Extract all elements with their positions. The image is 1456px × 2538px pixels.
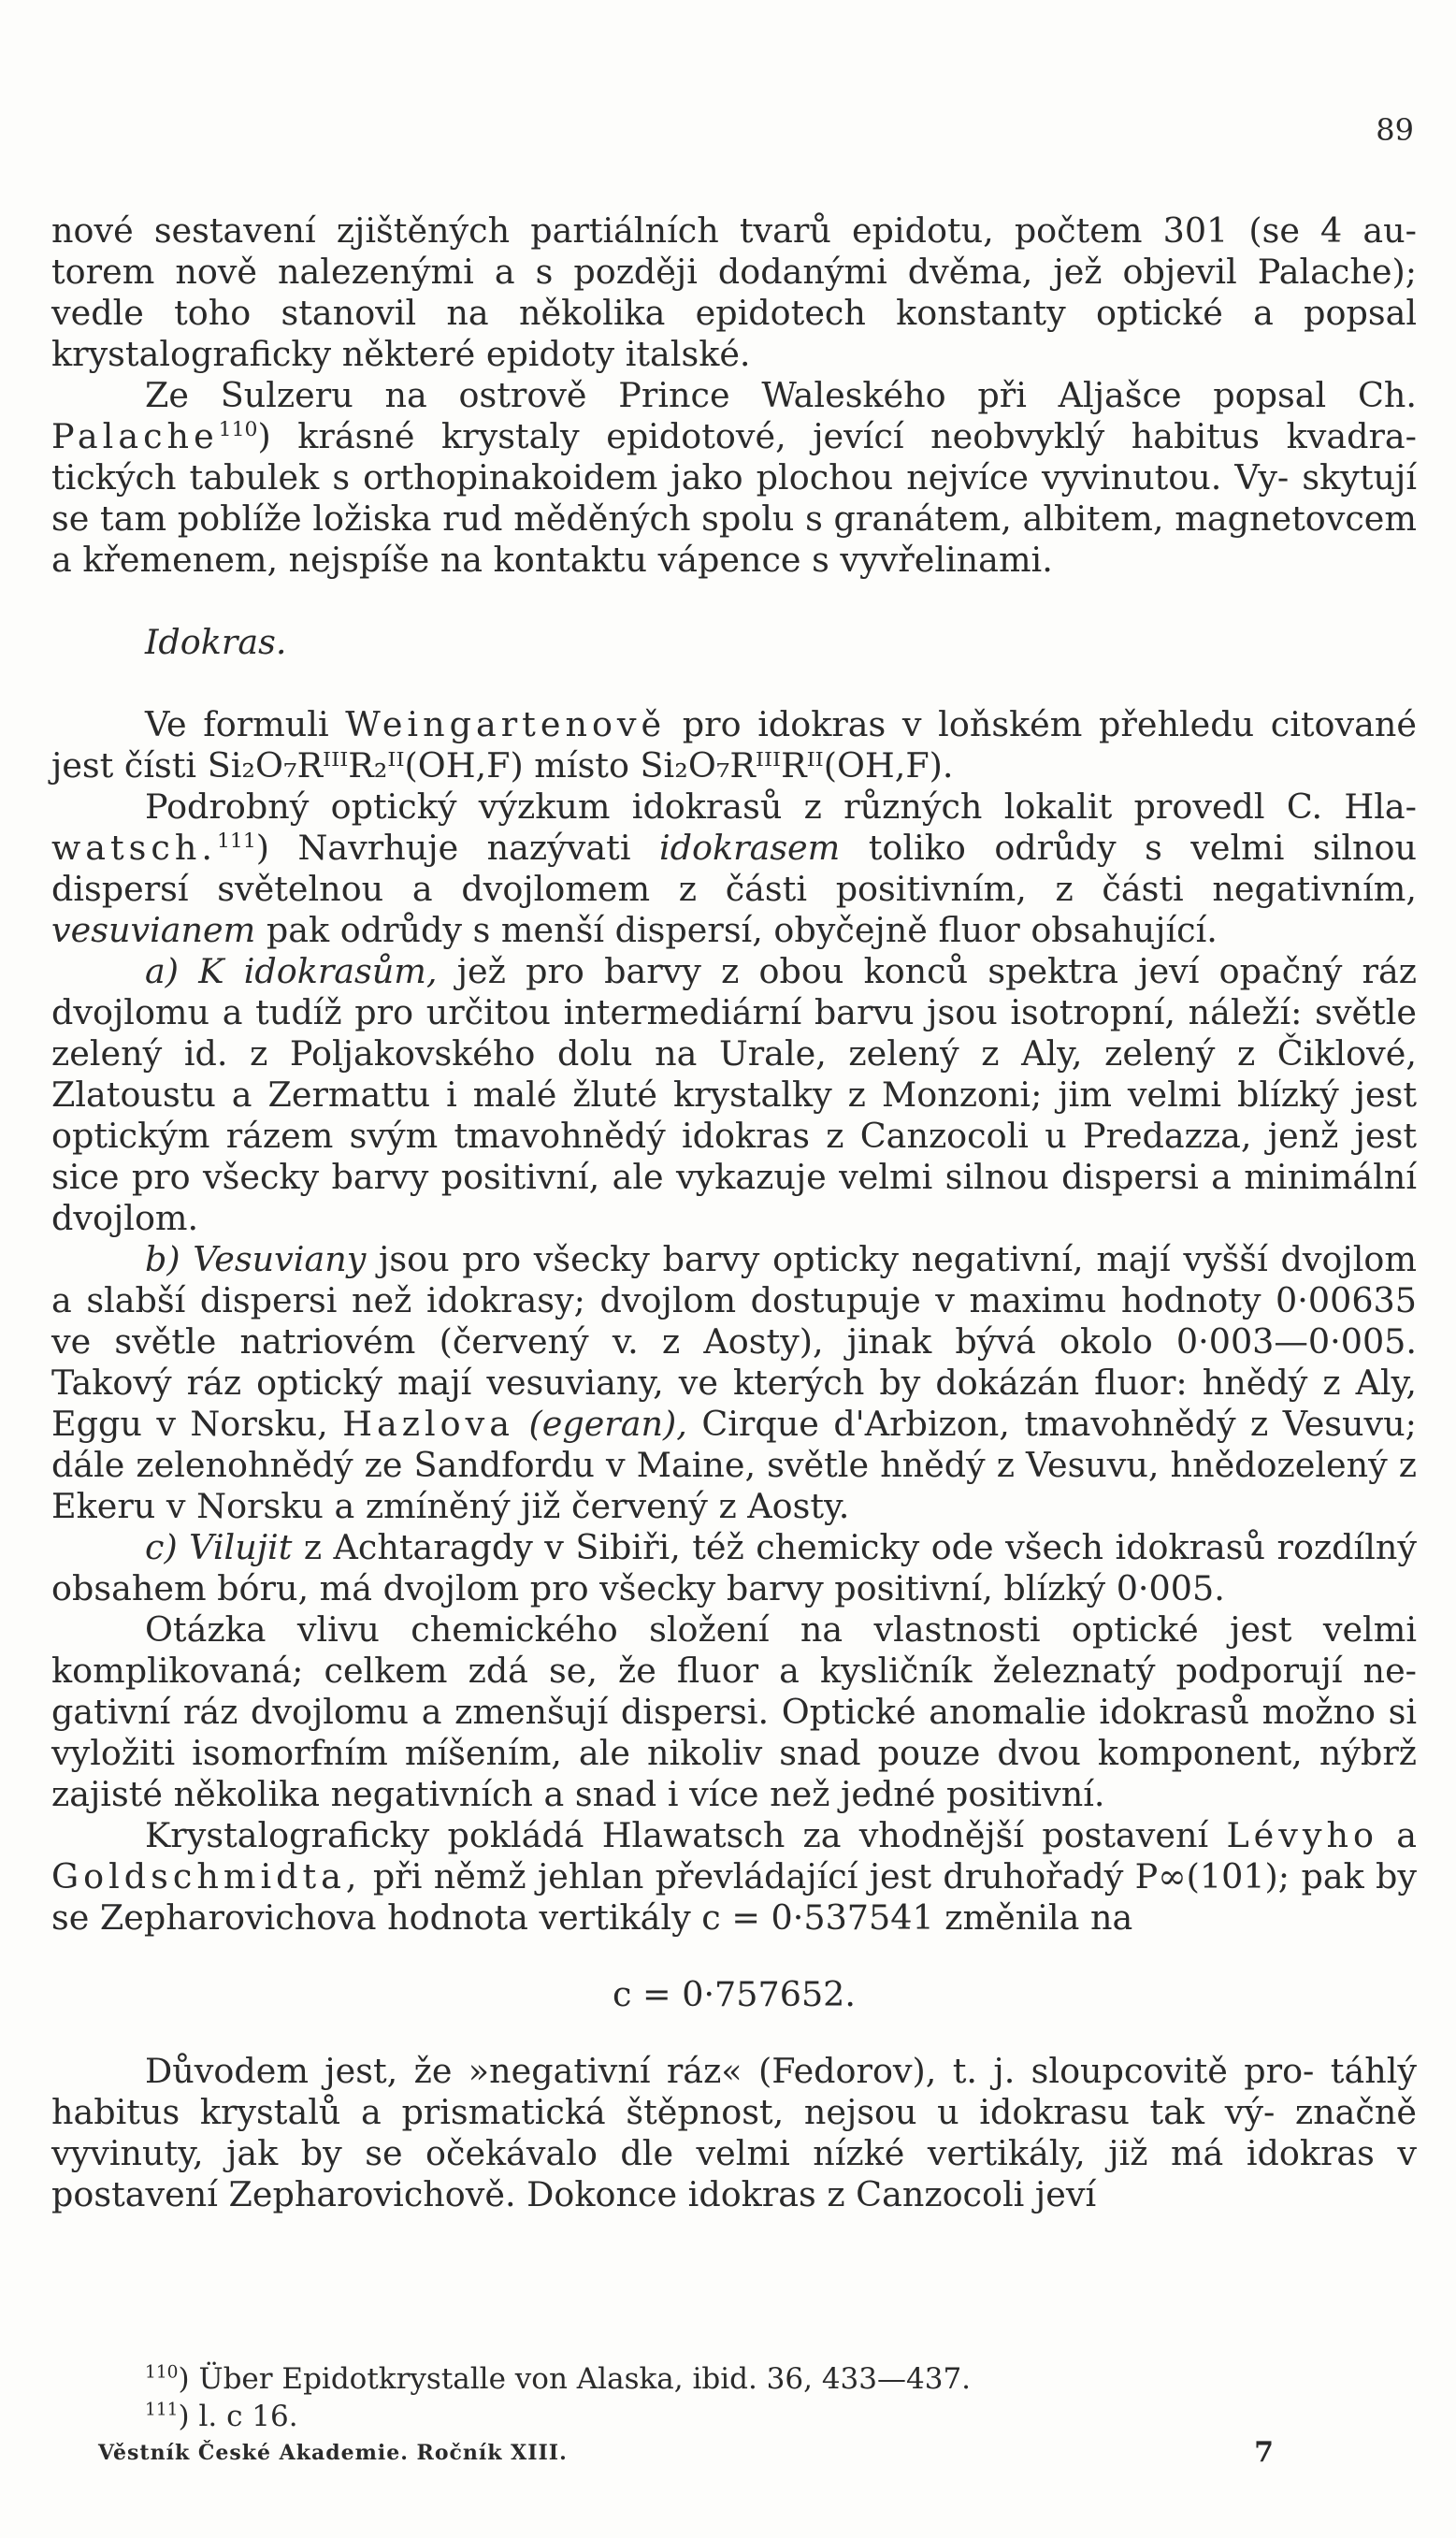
- paragraph-reason: Důvodem jest, že »negativní ráz« (Fedorov), t. j. sloupcovitě pro- táhlý habitus krystalů a prismatická štěpnost, nejsou u idokrasu tak vý- značně vyvinuty, jak by se očekávalo dle velmi nízké vertikály, již má idokras v postavení Zepharovichově. Dokonce idokras z Canzocoli jeví: [51, 2051, 1418, 2214]
- footnote-110: $^{110}$) Über Epidotkrystalle von Alaska, ibid. 36, 433—437.: [145, 2362, 972, 2396]
- journal-footer: Věstník České Akademie. Ročník XIII.: [98, 2441, 568, 2465]
- paragraph-idokrasum: a) K idokrasům, jež pro barvy z obou konců spektra jeví opačný ráz dvojlomu a tudíž pro určitou intermediární barvu jsou isotropní, náleží: světle zelený id. z Poljakovského dolu na Urale, zelený z Aly, zelený z Čiklové, Zlatoustu a Zermattu i malé žluté krystalky z Monzoni; jim velmi blízký jest optickým rázem svým tmavohnědý idokras z Canzocoli u Predazza, jenž jest sice pro všecky barvy positivní, ale vykazuje velmi silnou dispersi a minimální dvojlom.: [51, 951, 1418, 1238]
- formula-vertical-axis: c = 0·757652.: [613, 1974, 856, 2014]
- paragraph-vilujit: c) Vilujit z Achtaragdy v Sibiři, též chemicky ode všech idokrasů rozdílný obsahem bóru, má dvojlom pro všecky barvy positivní, blízký 0·005.: [51, 1527, 1418, 1608]
- paragraph-alaska: Ze Sulzeru na ostrově Prince Waleského při Aljašce popsal Ch. Palache$^{110}$) krásné krystaly epidotové, jevící neobvyklý habitus kvadra- tických tabulek s orthopinakoidem jako plochou nejvíce vyvinutou. Vy- skytují se tam poblíže ložiska rud měděných spolu s granátem, albitem, magnetovcem a křemenem, nejspíše na kontaktu vápence s vyvřelinami.: [51, 375, 1418, 580]
- body-text: [51, 210, 1417, 2215]
- section-heading-idokras: Idokras.: [145, 622, 287, 662]
- paragraph-vesuviany: b) Vesuviany jsou pro všecky barvy opticky negativní, mají vyšší dvojlom a slabší dispersi než idokrasy; dvojlom dostupuje v maximu hodnoty 0·00635 ve světle natriovém (červený v. z Aosty), jinak bývá okolo 0·003—0·005. Takový ráz optický mají vesuviany, ve kterých by dokázán fluor: hnědý z Aly, Eggu v Norsku, Hazlova (egeran), Cirque d'Arbizon, tmavohnědý z Vesuvu; dále zelenohnědý ze Sandfordu v Maine, světle hnědý z Vesuvu, hnědozelený z Ekeru v Norsku a zmíněný již červený z Aosty.: [51, 1239, 1418, 1526]
- footnotes: [145, 2360, 971, 2435]
- page-number: 89: [1376, 112, 1414, 148]
- footnote-111: $^{111}$) l. c 16.: [145, 2400, 298, 2433]
- paragraph-epidote-continuation: nové sestavení zjištěných partiálních tvarů epidotu, počtem 301 (se 4 au- torem nově nalezenými a s později dodanými dvěma, jež objevil Palache); vedle toho stanovil na několika epidotech konstanty optické a popsal krystalograficky některé epidoty italské.: [51, 210, 1417, 374]
- sheet-number: 7: [1254, 2436, 1274, 2469]
- paragraph-formula-correction: Ve formuli Weingartenově pro idokras v loňském přehledu citované jest čísti Si₂O₇RᴵᴵᴵR₂ᴵᴵ(OH,F) místo Si₂O₇RᴵᴵᴵRᴵᴵ(OH,F).: [51, 704, 1417, 786]
- paragraph-crystallography: Krystalograficky pokládá Hlawatsch za vhodnější postavení Lévyho a Goldschmidta, při němž jehlan převládající jest druhořadý P∞(101); pak by se Zepharovichova hodnota vertikály c = 0·537541 změnila na: [51, 1815, 1418, 1938]
- paragraph-hlawatsch: Podrobný optický výzkum idokrasů z různých lokalit provedl C. Hla- watsch.$^{111}$) Navrhuje nazývati idokrasem toliko odrůdy s velmi silnou dispersí světelnou a dvojlomem z části positivním, z části negativním, vesuvianem pak odrůdy s menší dispersí, obyčejně fluor obsahující.: [51, 786, 1417, 950]
- paragraph-chemical-influence: Otázka vlivu chemického složení na vlastnosti optické jest velmi komplikovaná; celkem zdá se, že fluor a kysličník železnatý podporují ne- gativní ráz dvojlomu a zmenšují dispersi. Optické anomalie idokrasů možno si vyložiti isomorfním míšením, ale nikoliv snad pouze dvou komponent, nýbrž zajisté několika negativních a snad i více než jedné positivní.: [51, 1609, 1417, 1814]
